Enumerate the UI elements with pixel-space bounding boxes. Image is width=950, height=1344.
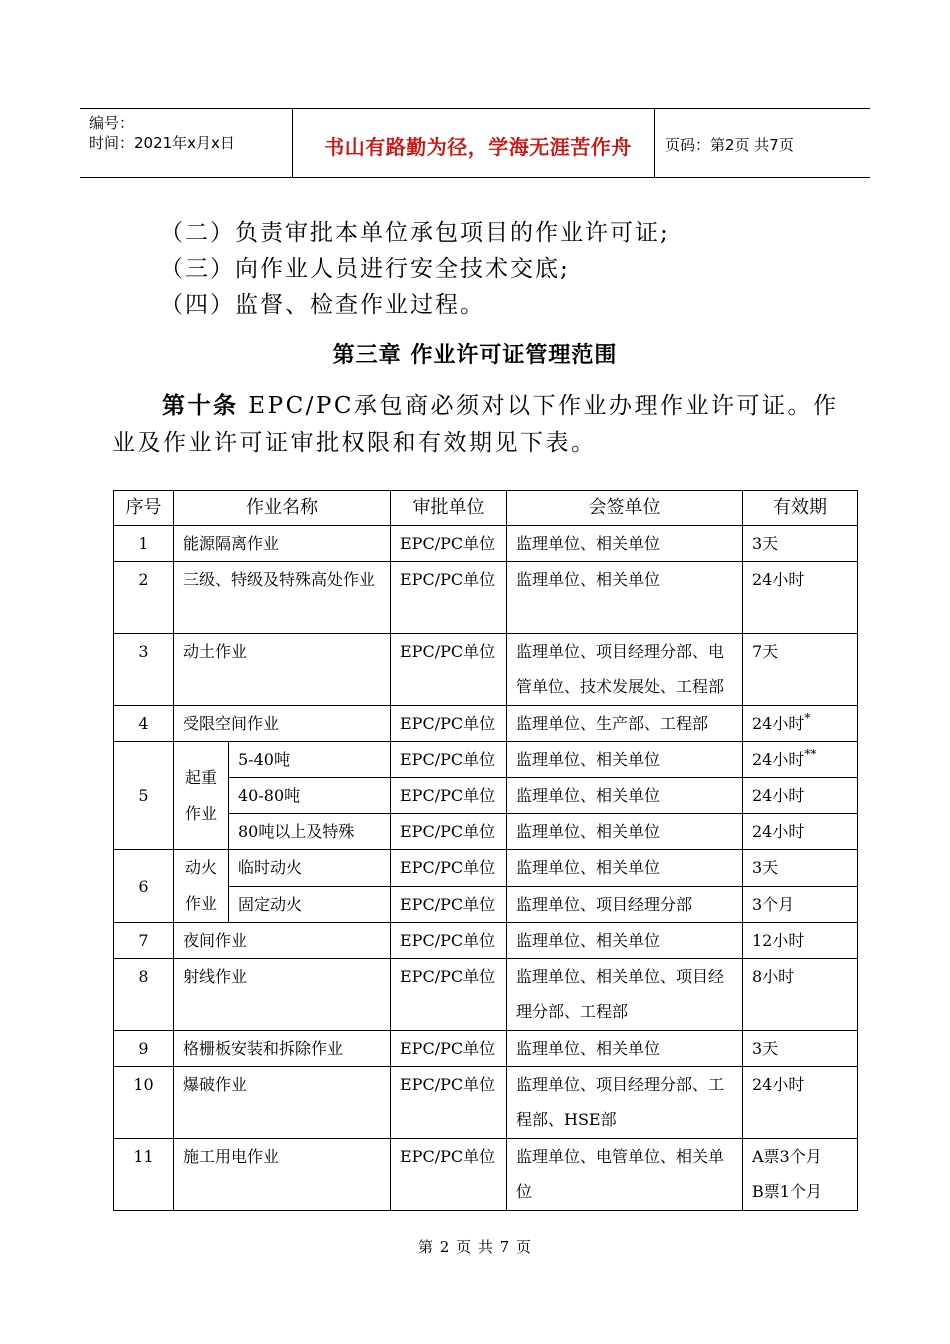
table-row xyxy=(114,850,858,887)
cell-approver: EPC/PC单位 xyxy=(391,923,507,959)
table-header-row xyxy=(114,491,858,526)
col-header-name: 作业名称 xyxy=(174,491,391,526)
cell-name: 受限空间作业 xyxy=(174,706,391,742)
article-lead: 第十条 xyxy=(162,393,239,419)
cell-cosign: 监理单位、相关单位 xyxy=(507,814,743,850)
cell-name: 射线作业 xyxy=(174,959,391,1031)
cell-name: 5-40吨 xyxy=(229,742,391,778)
table-row xyxy=(114,923,858,959)
cell-name: 临时动火 xyxy=(229,850,391,887)
cell-approver: EPC/PC单位 xyxy=(391,706,507,742)
table-row xyxy=(114,634,858,706)
cell-approver: EPC/PC单位 xyxy=(391,634,507,706)
cell-validity xyxy=(743,706,858,742)
cell-name: 爆破作业 xyxy=(174,1067,391,1139)
cell-approver: EPC/PC单位 xyxy=(391,814,507,850)
cell-validity: 8小时 xyxy=(743,959,858,1031)
footnote-mark: ** xyxy=(804,747,817,761)
cell-approver: EPC/PC单位 xyxy=(391,526,507,562)
cell-cosign: 监理单位、相关单位 xyxy=(507,850,743,887)
cell-approver: EPC/PC单位 xyxy=(391,1031,507,1067)
cell-name: 三级、特级及特殊高处作业 xyxy=(174,562,391,634)
cell-name: 夜间作业 xyxy=(174,923,391,959)
cell-no: 8 xyxy=(114,959,174,1031)
cell-validity: 24小时 xyxy=(743,562,858,634)
col-header-cosign: 会签单位 xyxy=(507,491,743,526)
table-row xyxy=(114,1067,858,1139)
duty-item: （四）监督、检查作业过程。 xyxy=(160,292,485,318)
cell-no: 3 xyxy=(114,634,174,706)
cell-no: 9 xyxy=(114,1031,174,1067)
cell-validity: 3天 xyxy=(743,850,858,887)
cell-cosign: 监理单位、相关单位 xyxy=(507,742,743,778)
cell-cosign: 监理单位、项目经理分部、电管单位、技术发展处、工程部 xyxy=(507,634,743,706)
cell-validity: 24小时 xyxy=(743,814,858,850)
article-ten xyxy=(112,388,842,462)
cell-approver: EPC/PC单位 xyxy=(391,1067,507,1139)
cell-no: 5 xyxy=(114,742,174,850)
table-row xyxy=(114,959,858,1031)
col-header-no: 序号 xyxy=(114,491,174,526)
cell-validity: 12小时 xyxy=(743,923,858,959)
cell-no: 7 xyxy=(114,923,174,959)
cell-no: 10 xyxy=(114,1067,174,1139)
header-divider xyxy=(654,109,655,177)
cell-validity: 3个月 xyxy=(743,886,858,923)
page-footer: 第 2 页 共 7 页 xyxy=(418,1238,532,1256)
cell-validity: 24小时 xyxy=(743,778,858,814)
cell-approver: EPC/PC单位 xyxy=(391,886,507,923)
validity-ticket-a: A票3个月 xyxy=(752,1147,822,1166)
cell-validity xyxy=(743,1139,858,1211)
cell-cosign: 监理单位、相关单位 xyxy=(507,526,743,562)
table-row xyxy=(114,706,858,742)
col-header-validity: 有效期 xyxy=(743,491,858,526)
cell-no: 2 xyxy=(114,562,174,634)
header-time: 时间：2021年x月x日 xyxy=(89,134,235,152)
table-row xyxy=(114,1139,858,1211)
cell-no: 11 xyxy=(114,1139,174,1211)
cell-validity: 7天 xyxy=(743,634,858,706)
footnote-mark: * xyxy=(804,711,811,725)
cell-validity: 24小时 xyxy=(743,1067,858,1139)
validity-value: 24小时 xyxy=(752,750,805,769)
chapter-title: 第三章 作业许可证管理范围 xyxy=(332,343,618,368)
cell-name: 80吨以上及特殊 xyxy=(229,814,391,850)
cell-cosign: 监理单位、相关单位 xyxy=(507,778,743,814)
permit-table xyxy=(113,490,858,1211)
cell-approver: EPC/PC单位 xyxy=(391,1139,507,1211)
cell-no: 6 xyxy=(114,850,174,923)
cell-cosign: 监理单位、相关单位 xyxy=(507,923,743,959)
cell-cosign: 监理单位、生产部、工程部 xyxy=(507,706,743,742)
cell-cosign: 监理单位、项目经理分部、工程部、HSE部 xyxy=(507,1067,743,1139)
cell-approver: EPC/PC单位 xyxy=(391,959,507,1031)
cell-group-lifting: 起重作业 xyxy=(174,742,229,850)
cell-cosign: 监理单位、相关单位 xyxy=(507,562,743,634)
cell-validity: 3天 xyxy=(743,526,858,562)
cell-name: 格栅板安装和拆除作业 xyxy=(174,1031,391,1067)
cell-cosign: 监理单位、项目经理分部 xyxy=(507,886,743,923)
cell-name: 能源隔离作业 xyxy=(174,526,391,562)
duty-item: （三）向作业人员进行安全技术交底; xyxy=(160,256,570,282)
document-header xyxy=(80,108,870,178)
duty-item: （二）负责审批本单位承包项目的作业许可证; xyxy=(160,220,670,246)
cell-approver: EPC/PC单位 xyxy=(391,742,507,778)
cell-no: 4 xyxy=(114,706,174,742)
validity-ticket-b: B票1个月 xyxy=(752,1182,822,1201)
cell-name: 动土作业 xyxy=(174,634,391,706)
cell-name: 40-80吨 xyxy=(229,778,391,814)
cell-approver: EPC/PC单位 xyxy=(391,778,507,814)
table-row xyxy=(114,562,858,634)
header-divider xyxy=(292,109,293,177)
cell-group-hotwork: 动火作业 xyxy=(174,850,229,923)
cell-cosign: 监理单位、相关单位、项目经理分部、工程部 xyxy=(507,959,743,1031)
cell-name: 施工用电作业 xyxy=(174,1139,391,1211)
header-meta xyxy=(89,113,235,153)
cell-approver: EPC/PC单位 xyxy=(391,850,507,887)
cell-approver: EPC/PC单位 xyxy=(391,562,507,634)
cell-validity: 3天 xyxy=(743,1031,858,1067)
cell-name: 固定动火 xyxy=(229,886,391,923)
cell-cosign: 监理单位、电管单位、相关单位 xyxy=(507,1139,743,1211)
cell-cosign: 监理单位、相关单位 xyxy=(507,1031,743,1067)
validity-value: 24小时 xyxy=(752,714,805,733)
header-motto: 书山有路勤为径，学海无涯苦作舟 xyxy=(324,135,632,159)
col-header-approver: 审批单位 xyxy=(391,491,507,526)
cell-validity xyxy=(743,742,858,778)
cell-no: 1 xyxy=(114,526,174,562)
header-page-number: 页码：第2页 共7页 xyxy=(665,136,794,154)
table-row xyxy=(114,1031,858,1067)
article-text: EPC/PC承包商必须对以下作业办理作业许可证。作业及作业许可证审批权限和有效期见下表。 xyxy=(112,393,839,456)
table-row xyxy=(114,526,858,562)
header-number: 编号： xyxy=(89,114,135,132)
table-row xyxy=(114,742,858,778)
